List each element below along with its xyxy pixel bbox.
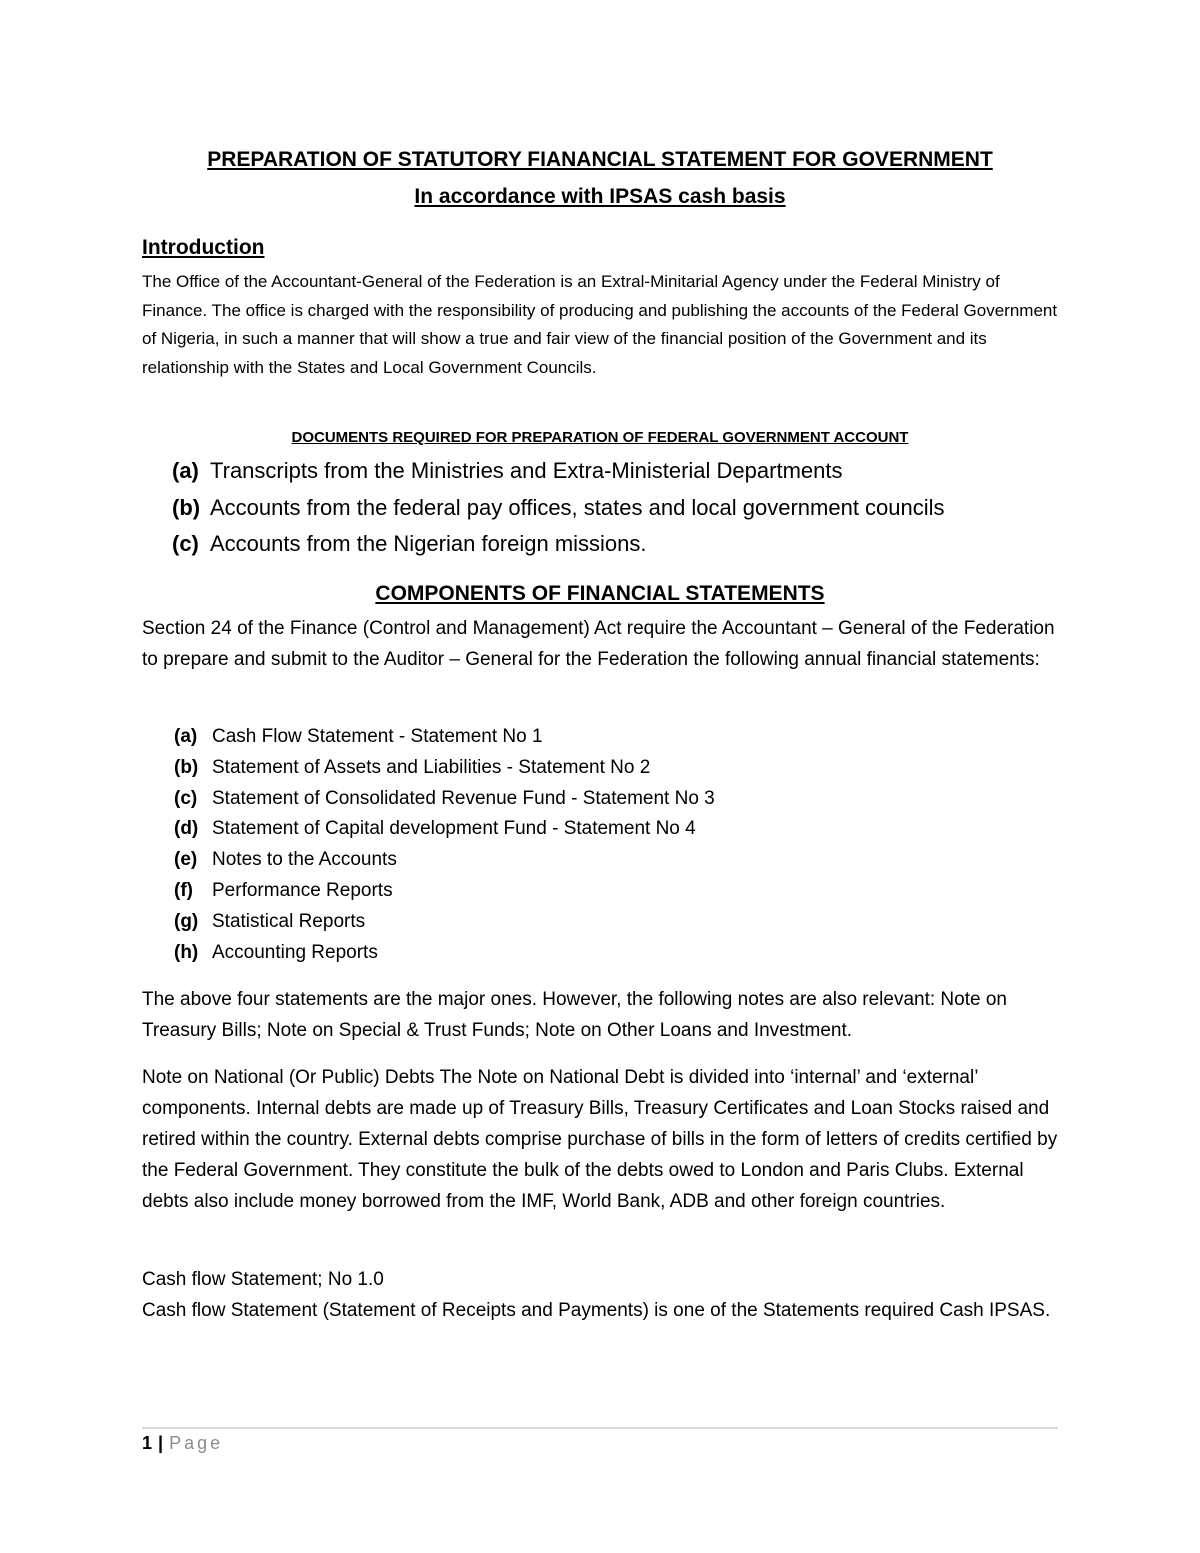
list-item-text: Transcripts from the Ministries and Extra-Ministerial Departments bbox=[210, 458, 843, 483]
page-number: 1 bbox=[142, 1433, 153, 1453]
major-statements-paragraph: The above four statements are the major ones. However, the following notes are also relevant: Note on Treasury Bills; Note on Special & Trust Funds; Note on Other Loans and Investment. bbox=[142, 989, 1007, 1041]
page-footer bbox=[142, 1433, 223, 1454]
introduction-heading: Introduction bbox=[142, 236, 265, 259]
document-title: PREPARATION OF STATUTORY FIANANCIAL STATEMENT FOR GOVERNMENT bbox=[207, 148, 993, 171]
list-marker: (c) bbox=[174, 787, 198, 809]
list-item-text: Statistical Reports bbox=[212, 910, 366, 932]
statements-list bbox=[174, 722, 715, 968]
list-marker: (a) bbox=[174, 726, 198, 747]
list-item-text: Accounts from the federal pay offices, states and local government councils bbox=[210, 494, 945, 520]
national-debt-paragraph: Note on National (Or Public) Debts The Note on National Debt is divided into ‘internal’ and ‘external’ components. Internal debts are made up of Treasury Bills, Treasury Certificates and Loan Stocks raised and retired within the country. External debts comprise purchase of bills in the form of letters of credits certified by the Federal Government. They constitute the bulk of the debts owed to London and Paris Clubs. External debts also include money borrowed from the IMF, World Bank, ADB and other foreign countries. bbox=[142, 1067, 1058, 1212]
introduction-paragraph: The Office of the Accountant-General of the Federation is an Extral-Minitarial Agency under the Federal Ministry of Finance. The office is charged with the responsibility of producing and publishing the accounts of the Federal Government of Nigeria, in such a manner that will show a true and fair view of the financial position of the Government and its relationship with the States and Local Government Councils. bbox=[142, 272, 1058, 377]
list-item-text: Accounts from the Nigerian foreign missions. bbox=[210, 531, 647, 556]
list-marker: (e) bbox=[174, 849, 198, 871]
list-item bbox=[174, 722, 715, 753]
list-item bbox=[174, 907, 715, 938]
list-item-text: Statement of Capital development Fund - Statement No 4 bbox=[212, 818, 696, 840]
cash-flow-paragraph: Cash flow Statement (Statement of Receipts and Payments) is one of the Statements required Cash IPSAS. bbox=[142, 1300, 1051, 1321]
list-item-text: Notes to the Accounts bbox=[212, 849, 397, 871]
list-item bbox=[174, 938, 715, 969]
list-marker: (g) bbox=[174, 910, 199, 932]
list-item bbox=[172, 526, 945, 563]
list-item bbox=[172, 490, 945, 527]
cash-flow-heading: Cash flow Statement; No 1.0 bbox=[142, 1269, 384, 1290]
list-item bbox=[174, 753, 715, 784]
list-item-text: Statement of Assets and Liabilities - Statement No 2 bbox=[212, 756, 651, 778]
list-marker: (c) bbox=[172, 531, 199, 556]
components-heading: COMPONENTS OF FINANCIAL STATEMENTS bbox=[375, 582, 825, 605]
footer-divider bbox=[142, 1427, 1058, 1429]
list-item bbox=[174, 814, 715, 845]
components-intro: Section 24 of the Finance (Control and Management) Act require the Accountant – General of the Federation to prepare and submit to the Auditor – General for the Federation the following annual financial statements: bbox=[142, 618, 1055, 670]
list-marker: (f) bbox=[174, 879, 193, 901]
list-marker: (a) bbox=[172, 458, 199, 483]
list-item bbox=[172, 453, 945, 490]
list-marker: (b) bbox=[172, 494, 201, 520]
page-label: Page bbox=[169, 1433, 224, 1453]
list-item bbox=[174, 876, 715, 907]
list-item-text: Statement of Consolidated Revenue Fund - Statement No 3 bbox=[212, 787, 715, 809]
cash-flow-section bbox=[142, 1264, 1062, 1326]
footer-separator: | bbox=[158, 1433, 164, 1453]
documents-heading: DOCUMENTS REQUIRED FOR PREPARATION OF FEDERAL GOVERNMENT ACCOUNT bbox=[291, 429, 909, 446]
list-marker: (h) bbox=[174, 941, 199, 963]
list-item bbox=[174, 845, 715, 876]
list-marker: (b) bbox=[174, 756, 199, 778]
document-subtitle: In accordance with IPSAS cash basis bbox=[414, 185, 786, 208]
list-item bbox=[174, 784, 715, 815]
list-item-text: Performance Reports bbox=[212, 879, 393, 901]
documents-list bbox=[172, 453, 945, 563]
list-item-text: Cash Flow Statement - Statement No 1 bbox=[212, 726, 543, 747]
list-marker: (d) bbox=[174, 818, 199, 840]
list-item-text: Accounting Reports bbox=[212, 941, 378, 963]
